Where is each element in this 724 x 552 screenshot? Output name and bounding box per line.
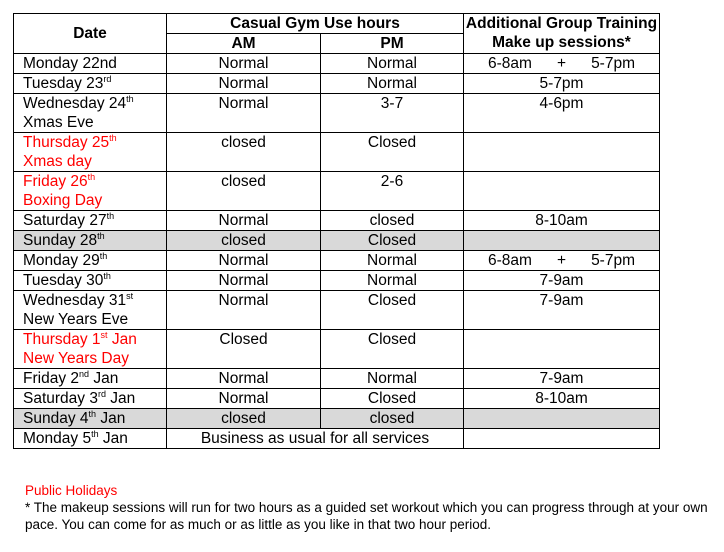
date-cell <box>14 369 167 389</box>
extra-cell: 7-9am <box>464 369 660 389</box>
date-cell <box>14 74 167 94</box>
extra-cell <box>464 330 660 369</box>
date-line <box>23 133 166 152</box>
date-line <box>23 409 166 428</box>
extra-cell <box>464 54 660 74</box>
table-row <box>14 94 660 133</box>
table-row <box>14 54 660 74</box>
date-suffix: th <box>91 429 99 439</box>
date-suffix: rd <box>103 74 112 84</box>
extra-evening: 5-7pm <box>591 55 635 72</box>
extra-cell <box>464 172 660 211</box>
table-row <box>14 133 660 172</box>
pm-cell: Normal <box>321 251 464 271</box>
date-line <box>23 211 166 230</box>
pm-cell: Closed <box>321 389 464 409</box>
date-line <box>23 74 166 93</box>
extra-cell: 8-10am <box>464 389 660 409</box>
extra-cell: 7-9am <box>464 271 660 291</box>
pm-cell: Normal <box>321 369 464 389</box>
date-suffix: th <box>106 211 115 221</box>
date-line <box>23 94 166 113</box>
table-row <box>14 429 660 449</box>
makeup-sessions-note: * The makeup sessions will run for two hours as a guided set workout which you can progress through at your own pace. You can come for as much or as little as you like in that two hour period. <box>25 500 708 532</box>
date-text: Thursday 25 <box>23 134 110 151</box>
extra-cell <box>464 133 660 172</box>
date-text: Sunday 4 <box>23 410 89 427</box>
date-line <box>23 291 166 310</box>
holiday-hours-table <box>13 13 660 449</box>
date-cell <box>14 172 167 211</box>
am-cell: Normal <box>167 94 321 133</box>
extra-split <box>464 54 659 73</box>
footer-notes <box>25 482 715 533</box>
table-row <box>14 231 660 251</box>
pm-cell: 2-6 <box>321 172 464 211</box>
date-text: Monday 22nd <box>23 55 117 72</box>
extra-morning: 6-8am <box>488 252 532 269</box>
public-holidays-legend: Public Holidays <box>25 483 118 498</box>
header-casual-gym: Casual Gym Use hours <box>167 14 464 34</box>
am-cell: closed <box>167 172 321 211</box>
table-row <box>14 389 660 409</box>
am-cell: closed <box>167 231 321 251</box>
holiday-name: New Years Day <box>23 350 129 367</box>
date-month: Jan <box>107 331 137 348</box>
extra-plus: + <box>556 252 567 269</box>
date-text: Wednesday 31 <box>23 292 127 309</box>
pm-cell: 3-7 <box>321 94 464 133</box>
date-line <box>23 271 166 290</box>
date-suffix: nd <box>79 369 90 379</box>
business-as-usual-cell: Business as usual for all services <box>167 429 464 449</box>
date-cell <box>14 409 167 429</box>
header-additional-training: Additional Group Training Make up sessions* <box>464 14 660 54</box>
date-month: Jan <box>98 430 128 447</box>
extra-cell: 8-10am <box>464 211 660 231</box>
date-suffix: th <box>103 271 111 281</box>
date-suffix: rd <box>97 389 106 399</box>
extra-cell: 7-9am <box>464 291 660 330</box>
table-row <box>14 172 660 211</box>
date-cell <box>14 231 167 251</box>
date-cell <box>14 251 167 271</box>
header-am: AM <box>167 34 321 54</box>
extra-morning: 6-8am <box>488 55 532 72</box>
date-suffix: st <box>100 330 108 340</box>
am-cell: Normal <box>167 389 321 409</box>
extra-split <box>464 251 659 270</box>
am-cell: closed <box>167 133 321 172</box>
date-month: Jan <box>105 390 136 407</box>
pm-cell: closed <box>321 409 464 429</box>
am-cell: Normal <box>167 251 321 271</box>
date-month: Jan <box>89 370 119 387</box>
pm-cell: Closed <box>321 330 464 369</box>
pm-cell: Closed <box>321 291 464 330</box>
table-row <box>14 330 660 369</box>
date-suffix: th <box>88 409 97 419</box>
header-pm: PM <box>321 34 464 54</box>
date-text: Monday 29 <box>23 252 100 269</box>
date-cell <box>14 133 167 172</box>
holiday-name: Xmas day <box>23 153 92 170</box>
table-row <box>14 251 660 271</box>
am-cell: Normal <box>167 369 321 389</box>
table-row <box>14 409 660 429</box>
pm-cell: Closed <box>321 231 464 251</box>
date-suffix: th <box>126 94 134 104</box>
date-line <box>23 172 166 191</box>
am-cell: Normal <box>167 211 321 231</box>
pm-cell: Normal <box>321 74 464 94</box>
pm-cell: Normal <box>321 54 464 74</box>
date-line <box>23 330 166 349</box>
extra-cell <box>464 251 660 271</box>
date-cell <box>14 211 167 231</box>
extra-cell: 4-6pm <box>464 94 660 133</box>
date-text: Friday 26 <box>23 173 88 190</box>
header-date: Date <box>14 14 167 54</box>
date-line <box>23 389 166 408</box>
table-row <box>14 271 660 291</box>
date-suffix: th <box>87 172 96 182</box>
date-cell <box>14 291 167 330</box>
pm-cell: Normal <box>321 271 464 291</box>
table-row <box>14 369 660 389</box>
date-text: Sunday 28 <box>23 232 98 249</box>
am-cell: Normal <box>167 271 321 291</box>
date-cell <box>14 429 167 449</box>
date-line <box>23 54 166 73</box>
table-row <box>14 291 660 330</box>
extra-cell <box>464 231 660 251</box>
date-suffix: th <box>109 133 117 143</box>
date-text: Saturday 27 <box>23 212 107 229</box>
extra-plus: + <box>556 55 567 72</box>
date-text: Monday 5 <box>23 430 92 447</box>
extra-evening: 5-7pm <box>591 252 635 269</box>
table-row <box>14 74 660 94</box>
date-text: Thursday 1 <box>23 331 101 348</box>
am-cell: Normal <box>167 54 321 74</box>
date-text: Tuesday 23 <box>23 75 104 92</box>
pm-cell: Closed <box>321 133 464 172</box>
am-cell: Normal <box>167 74 321 94</box>
extra-cell <box>464 409 660 429</box>
holiday-name: Boxing Day <box>23 192 103 209</box>
date-text: Saturday 3 <box>23 390 98 407</box>
date-cell <box>14 271 167 291</box>
am-cell: Closed <box>167 330 321 369</box>
date-text: Wednesday 24 <box>23 95 127 112</box>
holiday-name: New Years Eve <box>23 311 129 328</box>
date-suffix: th <box>97 231 105 241</box>
date-text: Friday 2 <box>23 370 79 387</box>
pm-cell: closed <box>321 211 464 231</box>
date-line <box>23 231 166 250</box>
date-cell <box>14 94 167 133</box>
holiday-name: Xmas Eve <box>23 114 94 131</box>
extra-cell <box>464 429 660 449</box>
am-cell: closed <box>167 409 321 429</box>
date-line <box>23 251 166 270</box>
date-cell <box>14 330 167 369</box>
date-line <box>23 369 166 388</box>
date-cell <box>14 389 167 409</box>
date-text: Tuesday 30 <box>23 272 104 289</box>
date-suffix: th <box>99 251 108 261</box>
header-row <box>14 14 660 34</box>
am-cell: Normal <box>167 291 321 330</box>
date-suffix: st <box>126 291 134 301</box>
date-month: Jan <box>96 410 126 427</box>
extra-cell: 5-7pm <box>464 74 660 94</box>
date-cell <box>14 54 167 74</box>
table-row <box>14 211 660 231</box>
